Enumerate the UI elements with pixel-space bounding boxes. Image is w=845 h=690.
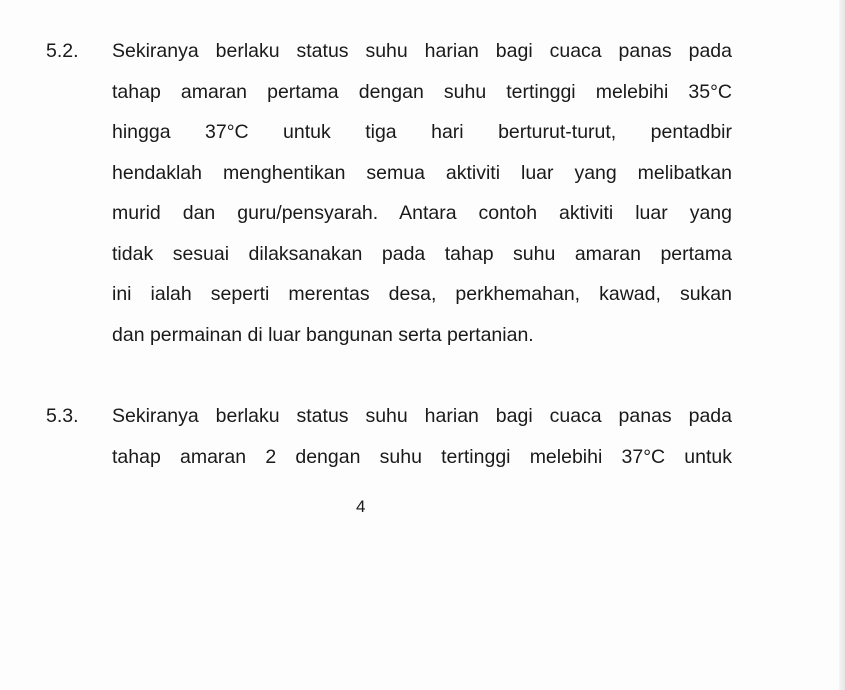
section-number: 5.2. — [46, 40, 79, 62]
section-number: 5.3. — [46, 405, 79, 427]
paragraph-line: tahap amaran pertama dengan suhu tertinggi melebihi 35°C — [112, 80, 732, 103]
page-edge-shadow — [839, 0, 845, 690]
paragraph-line: ini ialah seperti merentas desa, perkhemahan, kawad, sukan — [112, 283, 732, 305]
page-number: 4 — [356, 497, 366, 516]
paragraph-line: Sekiranya berlaku status suhu harian bagi cuaca panas pada — [112, 405, 732, 427]
paragraph-line: tidak sesuai dilaksanakan pada tahap suhu amaran pertama — [112, 242, 732, 265]
paragraph-line: hendaklah menghentikan semua aktiviti luar yang melibatkan — [112, 161, 732, 184]
section-paragraph — [112, 396, 732, 477]
section-paragraph — [112, 31, 732, 355]
paragraph-line: hingga 37°C untuk tiga hari berturut-turut, pentadbir — [112, 121, 732, 143]
paragraph-line: Sekiranya berlaku status suhu harian bagi cuaca panas pada — [112, 40, 732, 62]
paragraph-line: dan permainan di luar bangunan serta pertanian. — [112, 323, 534, 346]
paragraph-line: murid dan guru/pensyarah. Antara contoh aktiviti luar yang — [112, 202, 732, 224]
paragraph-line: tahap amaran 2 dengan suhu tertinggi melebihi 37°C untuk — [112, 445, 732, 468]
